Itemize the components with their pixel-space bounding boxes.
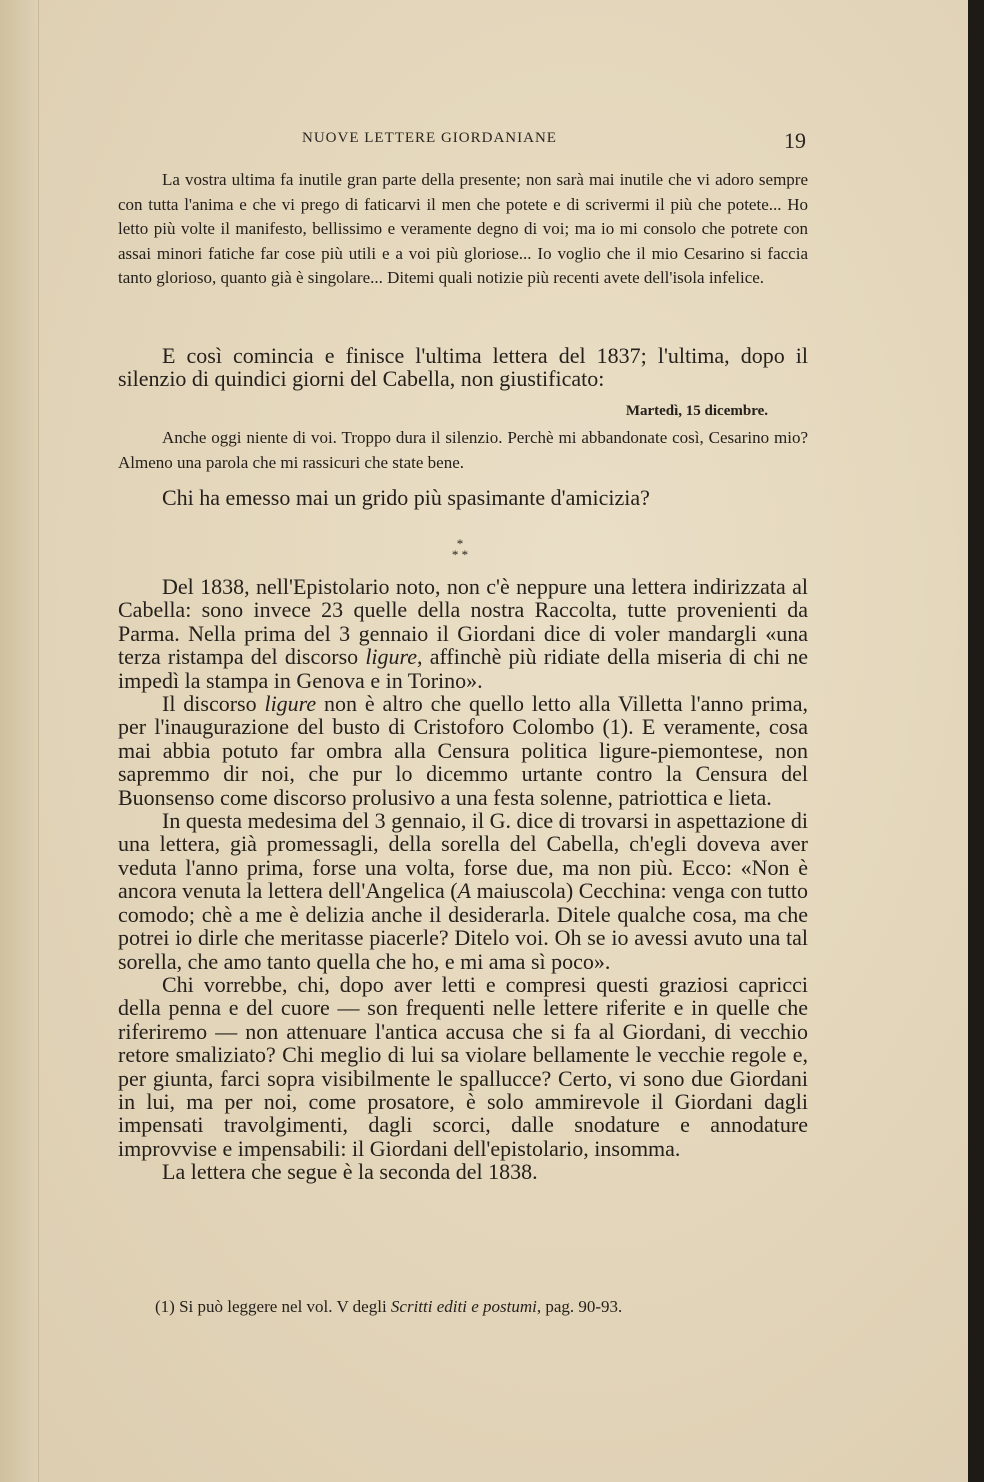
letter-dateline: Martedì, 15 dicembre. xyxy=(625,403,768,419)
p1-text-a: Del 1838, nell'Epistolario noto, non c'è neppure una lettera indirizzata al Cabella: sono invece 23 quelle della nostra Raccolta, tutte provenienti da Parma. Nella prima del 3 gennaio il Giordani dice di voler mandargli «una terza ristampa del discorso xyxy=(118,574,808,670)
quoted-letter-1 xyxy=(118,168,808,291)
footnote-italic: Scritti editi e postumi xyxy=(390,1297,537,1316)
p1-italic: ligure xyxy=(365,644,418,670)
body-paragraph-1 xyxy=(118,575,808,692)
footnote xyxy=(155,1297,775,1317)
body-paragraph-4: Chi vorrebbe, chi, dopo aver letti e compresi questi graziosi capricci della penna e del cuore — son frequenti nelle lettere riferite e in quelle che riferiremo — non attenuare l'antica accusa che si fa al Giordani, di vecchio retore smaliziato? Chi meglio di lui sa violare bellamente le vecchie regole e, per giunta, farci sopra visibilmente le spallucce? Certo, vi sono due Giordani in lui, ma per noi, come prosatore, è solo ammirevole il Giordani dagli impensati travolgimenti, dagli scorci, dalle snodature e annodature improvvise e impensabili: il Giordani dell'epistolario, insomma. xyxy=(118,971,808,1161)
p3-text-a: In questa medesima del 3 gennaio, il G. dice di trovarsi in aspettazione di una lettera, già promessagli, della sorella del Cabella, ch'egli doveva aver veduta l'anno prima, forse una volta, forse due, ma non più. Ecco: «Non è ancora venuta la lettera dell'Angelica ( xyxy=(118,808,808,904)
quote-1-text: La vostra ultima fa inutile gran parte della presente; non sarà mai inutile che vi adoro sempre con tutta l'anima e che vi prego di faticarvi il men che potete e di scrivermi il più che potete... Ho letto più volte il manifesto, bellissimo e veramente degno di voi; ma io mi consolo che potrete con assai minori fatiche far cose più utili e a voi più gloriose... Io voglio che il mio Cesarino si faccia tanto glorioso, quanto già è singolare... Ditemi quali notizie più recenti avete dell'isola infelice. xyxy=(118,170,808,287)
main-body xyxy=(118,575,808,1184)
p2-text-b: non è altro che quello letto alla Villetta l'anno prima, per l'inaugurazione del busto di Cristoforo Colombo (1). E veramente, cosa mai abbia potuto far ombra alla Censura politica ligure-piemontese, non sapremmo dir noi, che pur lo dicemmo urtante contro la Censura del Buonsenso come discorso prolusivo a una festa solenne, patriottica e lieta. xyxy=(118,691,808,810)
exclamation-block xyxy=(118,486,808,509)
body-paragraph-2 xyxy=(118,692,808,809)
asterism-top: * xyxy=(456,536,464,551)
section-asterism xyxy=(430,538,490,560)
running-title: NUOVE LETTERE GIORDANIANE xyxy=(302,130,557,146)
p3-text-b: maiuscola) Cecchina: venga con tutto comodo; chè a me è delizia anche il desiderarla. Ditele qualche cosa, ma che potrei io dirle che meritasse piacerle? Ditelo voi. Oh se io avessi avuto una tal sorella, che amo tanto quella che ho, e mi ama sì poco». xyxy=(118,878,808,974)
footnote-suffix: , pag. 90-93. xyxy=(536,1297,623,1316)
scan-edge xyxy=(968,0,984,1482)
p2-italic: ligure xyxy=(264,691,317,717)
intro-paragraph: E così comincia e finisce l'ultima lettera del 1837; l'ultima, dopo il silenzio di quindici giorni del Cabella, non giustificato: xyxy=(118,343,808,392)
p2-text-a: Il discorso xyxy=(162,691,265,717)
asterism-bottom: * * xyxy=(451,547,469,562)
exclamation-line: Chi ha emesso mai un grido più spasimante d'amicizia? xyxy=(162,485,650,510)
intro-paragraph-block xyxy=(118,344,808,391)
page-gutter xyxy=(0,0,39,1482)
page-number: 19 xyxy=(784,128,806,153)
body-paragraph-3 xyxy=(118,809,808,973)
quoted-letter-2 xyxy=(118,426,808,475)
body-paragraph-5: La lettera che segue è la seconda del 1838. xyxy=(162,1159,538,1185)
p1-text-b: , affinchè più ridiate della miseria di chi ne impedì la stampa in Genova e in Torino». xyxy=(118,644,808,693)
p3-italic: A xyxy=(457,878,472,904)
quote-2-text: Anche oggi niente di voi. Troppo dura il silenzio. Perchè mi abbandonate così, Cesarino mio? Almeno una parola che mi rassicuri che state bene. xyxy=(118,428,808,472)
footnote-prefix: (1) Si può leggere nel vol. V degli xyxy=(155,1297,391,1316)
